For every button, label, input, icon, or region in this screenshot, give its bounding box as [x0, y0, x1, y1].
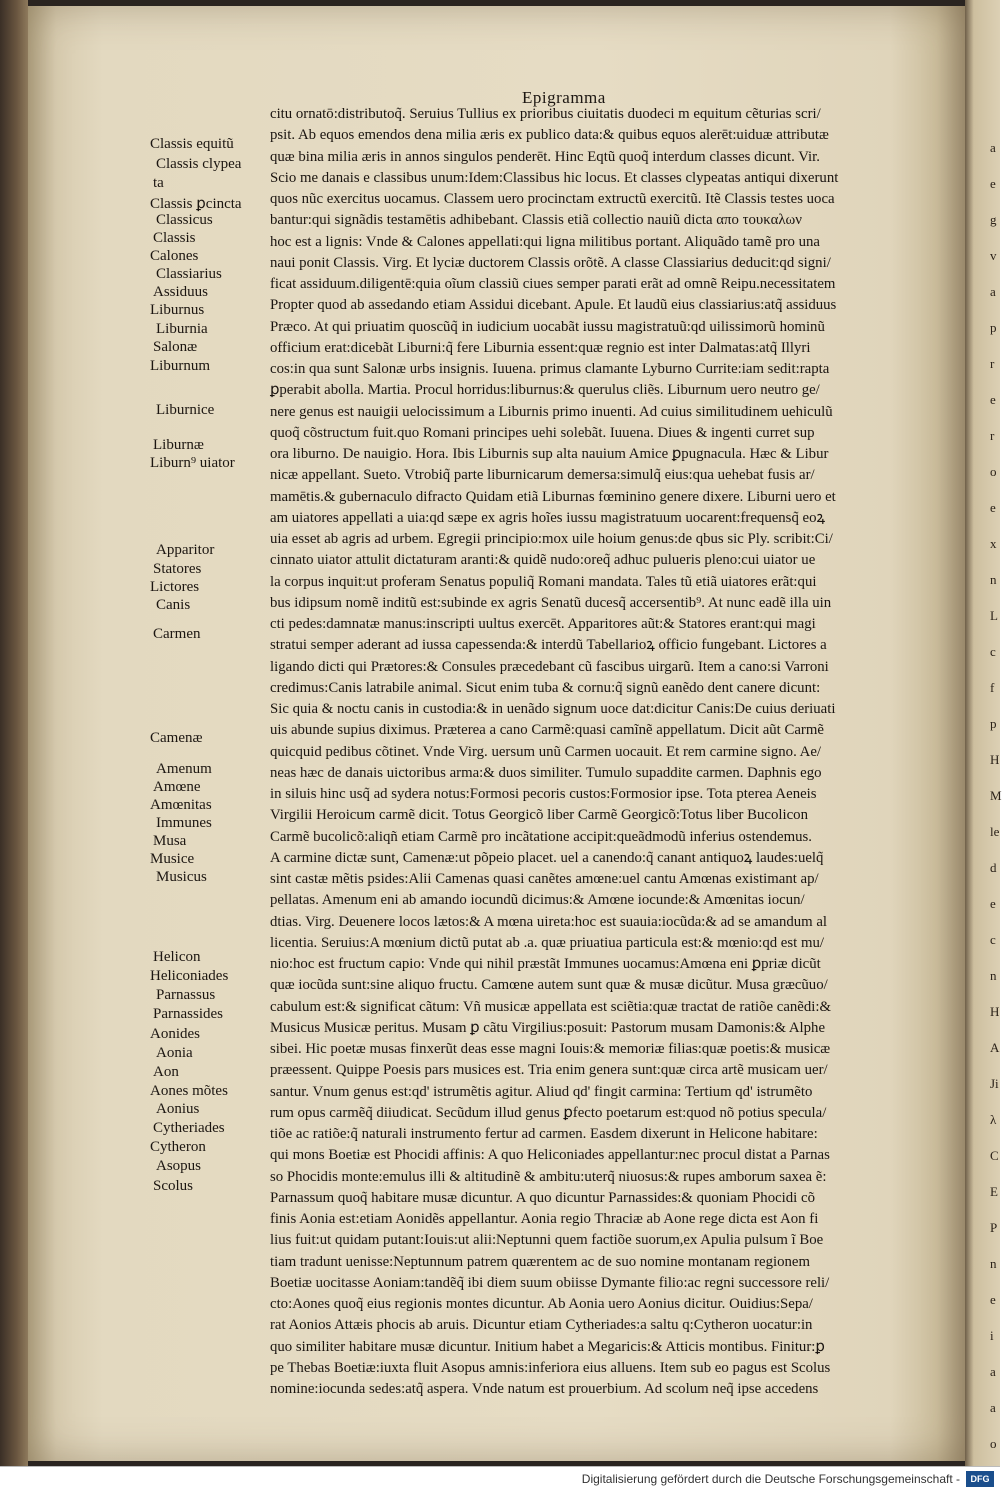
right-page-fragment: L [990, 608, 998, 623]
margin-note: Aonius [156, 1101, 200, 1117]
margin-note: Heliconiades [150, 968, 229, 985]
text-line: A carmine dictæ sunt, Camenæ:ut põpeio placet. uel a canendo:q̃ canant antiquoꝝ laudes:uelq̃ [270, 849, 824, 866]
text-line: dtias. Virg. Deuenere locos lætos:& A mœna uireta:hoc est suauia:iocũda:& ad se amandum al [270, 913, 828, 930]
right-page-fragment: A [990, 1040, 1000, 1055]
text-line: nio:hoc est fructum capio: Vnde qui nihil præstãt Immunes uocamus:Amœna eni ꝑpriæ dicũt [270, 956, 821, 972]
text-line: quæ bina milia æris in annos singulos penderēt. Hinc Eqtũ quoq̃ interdum classes dicunt. Vir. [270, 148, 820, 165]
text-line: ficat assiduum.diligentē:quia oĩum classiũ ciues semper parati erãt ad omnẽ Reipu.necessitatem [270, 276, 836, 292]
right-page-fragment: a [990, 140, 996, 155]
right-page-fragment: f [990, 680, 995, 695]
text-line: Virgilii Heroicum carmẽ dicit. Totus Georgicõ liber Carmẽ Georgicõ:Totus liber Bucolicon [270, 807, 808, 824]
text-line: stratui semper aderant ad iussa capessenda:& interdũ Tabellarioꝝ officio fungebant. Lictores a [270, 637, 827, 654]
text-line: quicquid pedibus cõtinet. Vnde Virg. uersum unũ Carmen uocauit. Et rem carmine signo. Ae/ [270, 743, 822, 760]
text-line: nicæ appellant. Sueto. Vtrobiq̃ parte liburnicarum demersa:simulq̃ eius:qua uehebat fusis ar/ [270, 467, 815, 484]
right-page-fragment: i [990, 1328, 994, 1343]
text-line: in siluis hinc usq̃ ad sydera notus:Formosi pecoris custos:Formosior ipse. Tota pterea Aeneis [270, 786, 817, 802]
text-line: psit. Ab equos emendos dena milia æris ex publico data:& quibus equos alerēt:uiduæ attributæ [270, 127, 829, 144]
right-page-fragment: v [990, 248, 997, 263]
margin-note: Classicus [156, 211, 213, 228]
book-spine [0, 0, 28, 1466]
text-line: nomine:iocunda sedes:atq̃ aspera. Vnde natum est prouerbium. Ad scolum neq̃ ipse accedens [270, 1381, 819, 1397]
text-line: Boetiæ uocitasse Aoniam:tandẽq̃ ibi diem suum obiisse Dymante filio:ac regni successore reli/ [270, 1274, 830, 1291]
right-page-fragment: r [990, 428, 995, 443]
text-line: pellatas. Amenum eni ab amando iocundũ dicimus:& Amœne iocunde:& Amœnitas iocun/ [270, 892, 805, 909]
margin-note: Liburnus [150, 302, 205, 318]
right-page-fragment: d [990, 860, 997, 875]
text-line: quoq̃ cõstructum fuit.quo Romani principes uehi solebãt. Iuuena. Diues & ingenti curret sup [270, 424, 815, 441]
text-line: Præco. At qui priuatim quoscũq̃ in iudicium uocabãt iussu magistratuũ:qd uilissimorũ hominũ [270, 318, 825, 335]
right-page-fragment: p [990, 716, 997, 731]
right-page-fragment: a [990, 1400, 996, 1415]
margin-note: Scolus [153, 1177, 194, 1194]
text-line: pe Thebas Boetiæ:iuxta fluit Asopus amnis:inferiora eius alluens. Item sub eo pagus est Scolus [270, 1359, 831, 1376]
right-page-fragment: e [990, 500, 996, 515]
text-line: credimus:Canis latrabile animal. Sicut enim tuba & cornu:q̃ signũ eanẽdo dent canere dicunt: [270, 679, 821, 696]
right-page-fragment: H [990, 752, 1000, 767]
text-line: uis abunde supius diximus. Præterea a cano Carmẽ:quasi camĩnẽ appellatum. Dicit aũt Carmẽ [270, 722, 824, 739]
margin-note: Amœnitas [150, 797, 212, 814]
dfg-logo: DFG [966, 1471, 994, 1487]
text-line: quæ iocũda sunt:sine aliquo fructu. Camœne autem sunt quæ & musæ dicũtur. Musa græcũuo/ [270, 977, 828, 994]
margin-note: Aonides [150, 1025, 200, 1042]
margin-note: Lictores [150, 579, 200, 596]
text-line: cinnato uiator attulit dictaturam aranti:& quidẽ nudo:oreq̃ adhuc pulueris pleno:cui uiator ue [270, 552, 816, 569]
text-line: cto:Aones quoq̃ eius regionis montes dicuntur. Ab Aonia uero Aonius dicitur. Ouidius:Sepa/ [270, 1296, 813, 1312]
text-line: rat Aonios Attæis phocis ab aruis. Dicuntur etiam Cytheriades:a saltu q:Cytheron uocatur:in [270, 1317, 813, 1334]
right-page-fragment: c [990, 644, 996, 659]
margin-note: Classiarius [156, 265, 222, 282]
text-line: uia esset ab agris ad urbem. Egregii principio:mox uile hoium genus:de qbus sic Ply. scribit:Ci/ [270, 531, 833, 547]
right-page-fragment: g [990, 212, 997, 227]
margin-note: Classis equitũ [150, 136, 234, 153]
margin-note: Cytheriades [153, 1120, 225, 1137]
right-page-fragment: λ [990, 1112, 997, 1127]
text-line: citu ornatō:distributoq̃. Seruius Tullius ex prioribus ciuitatis duodeci m equitum cẽturias scri/ [270, 106, 821, 122]
text-line: so Phocidis monte:emulus illi & altitudinẽ & ambitu:uterq̃ niuosus:& rupes amborum saxea ẽ: [270, 1168, 827, 1185]
margin-note: Classis [153, 229, 196, 246]
text-line: quo similiter habitare musæ dicuntur. Initium habet a Megaricis:& Atticis montibus. Finitur:ꝑ [270, 1338, 825, 1355]
text-line: Scio me danais e classibus unum:Idem:Classibus hic locus. Et classes clypeatas antiqui dixerunt [270, 169, 839, 186]
margin-note: Amœne [153, 779, 201, 796]
margin-note: Liburnia [156, 321, 208, 338]
right-page-fragment: o [990, 1436, 997, 1451]
margin-note: Helicon [153, 949, 201, 966]
margin-note: Immunes [156, 815, 212, 832]
margin-note: Carmen [153, 626, 201, 643]
margin-note: Classis ꝑcincta [150, 195, 242, 212]
right-page-fragment: x [990, 536, 997, 551]
text-line: licentia. Seruius:A mœnium dictũ putat ab .a. quæ priuatiua particula est:& mœnio:qd est mu/ [270, 934, 824, 951]
text-line: cabulum est:& significat cãtum: Vñ musicæ appellata est sciẽtia:quæ tractat de ratiõe canẽdi:& [270, 998, 832, 1015]
right-page-fragment: Ji [990, 1076, 999, 1091]
margin-note: Classis clypea [156, 156, 242, 173]
text-line: nere genus est nauigii uelocissimum a Liburnis primo inuenti. Ad cuius similitudinem uehiculũ [270, 403, 833, 420]
right-page-fragment: C [990, 1148, 999, 1163]
text-line: rum opus carmẽq̃ diiudicat. Secũdum illud genus ꝑfecto poetarum est:quod nõ potius specula/ [270, 1104, 827, 1121]
margin-note: Aones mõtes [150, 1082, 228, 1099]
text-line: sibei. Hic poetæ musas finxerũt deas esse magni Iouis:& memoriæ filias:quæ poetis:& musicæ [270, 1041, 831, 1057]
margin-note: Apparitor [156, 542, 215, 559]
right-page-fragment: a [990, 1364, 996, 1379]
right-page-fragment: n [990, 968, 997, 983]
text-line: tiam tradunt uenisse:Neptunnum patrem quærentem ac de suo nomine montanam regionem [270, 1253, 810, 1270]
right-page-fragment: p [990, 320, 997, 335]
margin-note: Amenum [156, 761, 212, 777]
margin-note: Asopus [156, 1158, 202, 1175]
main-text-block [270, 104, 902, 1400]
right-page-fragment: M [990, 788, 1002, 803]
text-line: neas hæc de danais uictoribus arma:& duos similiter. Tumulo supaddite carmen. Daphnis ego [270, 764, 822, 781]
text-line: lius fuit:ut quidam putant:Iouis:ut alii:Neptunni quem factiõe suorum,ex Apulia pulsum ĩ Boe [270, 1232, 824, 1249]
text-line: Sic quia & noctu canis in custodia:& in uenãdo signum uoce dat:dicitur Canis:De cuius deriuati [270, 701, 836, 717]
margin-note: ta [153, 174, 164, 191]
text-line: Musicus Musicæ peritus. Musam ꝑ cãtu Virgilius:posuit: Pastorum musam Damonis:& Alphe [270, 1019, 826, 1036]
margin-note: Statores [153, 561, 202, 578]
text-line: naui ponit Classis. Virg. Et lyciæ ductorem Classis orõtẽ. A classe Classiarius deducit:qd signi/ [270, 254, 831, 271]
text-line: tiõe ac ratiõe:q̃ naturali instrumento fertur ad carmen. Easdem dixerunt in Helicone habitare: [270, 1126, 818, 1142]
text-line: ꝑperabit abolla. Martia. Procul horridus:liburnus:& querulus cliẽs. Liburnum uero neutro ge/ [270, 382, 820, 399]
margin-note: Calones [150, 247, 199, 264]
right-page-fragment: n [990, 1256, 997, 1271]
right-page-fragment: e [990, 392, 996, 407]
right-page-fragment: le [990, 824, 1000, 839]
right-page-fragment: e [990, 1292, 996, 1307]
text-line: santur. Vnum genus est:qd' istrumẽtis agitur. Aliud qd' fingit carmina: Tertium qd' istrumẽto [270, 1083, 813, 1100]
text-line: bus idipsum nomẽ inditũ est:subinde ex agris Senatũ ducesq̃ accersentib⁹. At nunc eadẽ illa uin [270, 594, 832, 611]
text-line: Propter quod ab assedando etiam Assidui dicebant. Apule. Et laudũ eius classiarius:atq̃ assiduus [270, 297, 837, 314]
margin-note: Aon [153, 1063, 179, 1080]
text-line: finis Aonia est:etiam Aonidẽs appellantur. Aonia regio Thraciæ ab Aone rege dicta est Aon fi [270, 1211, 819, 1227]
right-page-fragment: P [990, 1220, 998, 1235]
margin-note: Camenæ [150, 730, 203, 747]
text-line: officium erat:dicebãt Liburni:q̃ fere Liburnia essent:quæ regnio est inter Dalmatas:atq̃ Illyri [270, 339, 811, 356]
right-page-fragment: a [990, 284, 996, 299]
text-line: mamētis.& gubernaculo difracto Quidam etiã Liburnas fœminino genere dixere. Liburni uero et [270, 488, 836, 505]
margin-note: Liburn⁹ uiator [150, 455, 235, 471]
margin-note: Parnassus [156, 987, 216, 1004]
text-line: hoc est a lignis: Vnde & Calones appellati:qui ligna militibus portant. Aliquãdo tamẽ pro una [270, 233, 820, 250]
right-page-fragment: H [990, 1004, 1000, 1019]
text-line: ligando dicti qui Prætores:& Consules præcedebant cũ fascibus uirgarũ. Item a cano:si Varroni [270, 658, 829, 675]
footer-credit: Digitalisierung gefördert durch die Deutsche Forschungsgemeinschaft - [581, 1472, 960, 1486]
right-page-fragment: e [990, 176, 996, 191]
text-line: Parnassum quoq̃ habitare musæ dicuntur. A quo dicuntur Parnassides:& quoniam Phocidi cõ [270, 1189, 815, 1206]
digitization-footer [0, 1466, 1000, 1492]
right-page-fragment: n [990, 572, 997, 587]
margin-note: Liburnum [150, 358, 210, 375]
right-page-fragment: E [990, 1184, 998, 1199]
text-line: Carmẽ bucolicõ:aliqñ etiam Carmẽ pro incãtatione accipit:queãdmodũ inferius ostendemus. [270, 828, 812, 845]
right-page-fragment: c [990, 932, 996, 947]
text-line: sint castæ mẽtis psides:Alii Camenas quasi canẽtes amœne:uel cantu Amœnas existimant ap/ [270, 871, 819, 887]
margin-note: Salonæ [153, 339, 198, 356]
text-line: ora liburno. De nauigio. Hora. Ibis Liburnis sup alta nauium Amice ꝑpugnacula. Hæc & Libur [270, 446, 829, 462]
right-page-fragment: o [990, 464, 997, 479]
text-line: quos nũc exercitus uocamus. Classem uero procinctam extructũ exercitũ. Itẽ Classis testes uoca [270, 191, 835, 207]
text-line: cos:in qua sunt Salonæ urbs insignis. Iuuena. primus clamante Lyburno Currite:iam sedit:rapta [270, 361, 830, 377]
text-line: la corpus inquit:ut proferam Senatus populiq̃ Romani mandata. Tales tũ etiã uiatores erãt:qui [270, 573, 817, 590]
margin-note: Liburnæ [153, 436, 204, 453]
running-head: Epigramma [522, 88, 606, 107]
margin-note: Cytheron [150, 1139, 206, 1156]
text-line: bantur:qui signãdis testamētis adhibebant. Classis etiã collectio nauiũ dicta απο τουκαλων [270, 212, 802, 229]
text-line: qui mons Boetiæ est Phocidi affinis: A quo Heliconiades appellantur:nec procul distat a Parnas [270, 1147, 830, 1164]
margin-note: Parnassides [153, 1006, 223, 1023]
margin-note: Assiduus [153, 283, 209, 300]
margin-note: Musice [150, 851, 195, 868]
margin-note: Canis [156, 597, 191, 614]
text-line: cti pedes:damnatæ manus:inscripti uultus exercēt. Apparitores aũt:& Statores erant:qui magi [270, 616, 816, 632]
right-page-fragment: r [990, 356, 995, 371]
margin-note: Musicus [156, 869, 207, 886]
margin-note: Liburnice [156, 401, 215, 418]
right-page-fragment: e [990, 896, 996, 911]
text-line: am uiatores appellati a uia:qd sæpe ex agris hoĩes iussu magistratuum uocarent:frequensq̃ eoꝝ [270, 509, 826, 526]
margin-note: Aonia [156, 1044, 193, 1061]
margin-note: Musa [153, 833, 187, 850]
text-line: præessent. Quippe Poesis pars musices est. Tria enim genera sunt:quæ circa artẽ musicam uer/ [270, 1062, 828, 1079]
